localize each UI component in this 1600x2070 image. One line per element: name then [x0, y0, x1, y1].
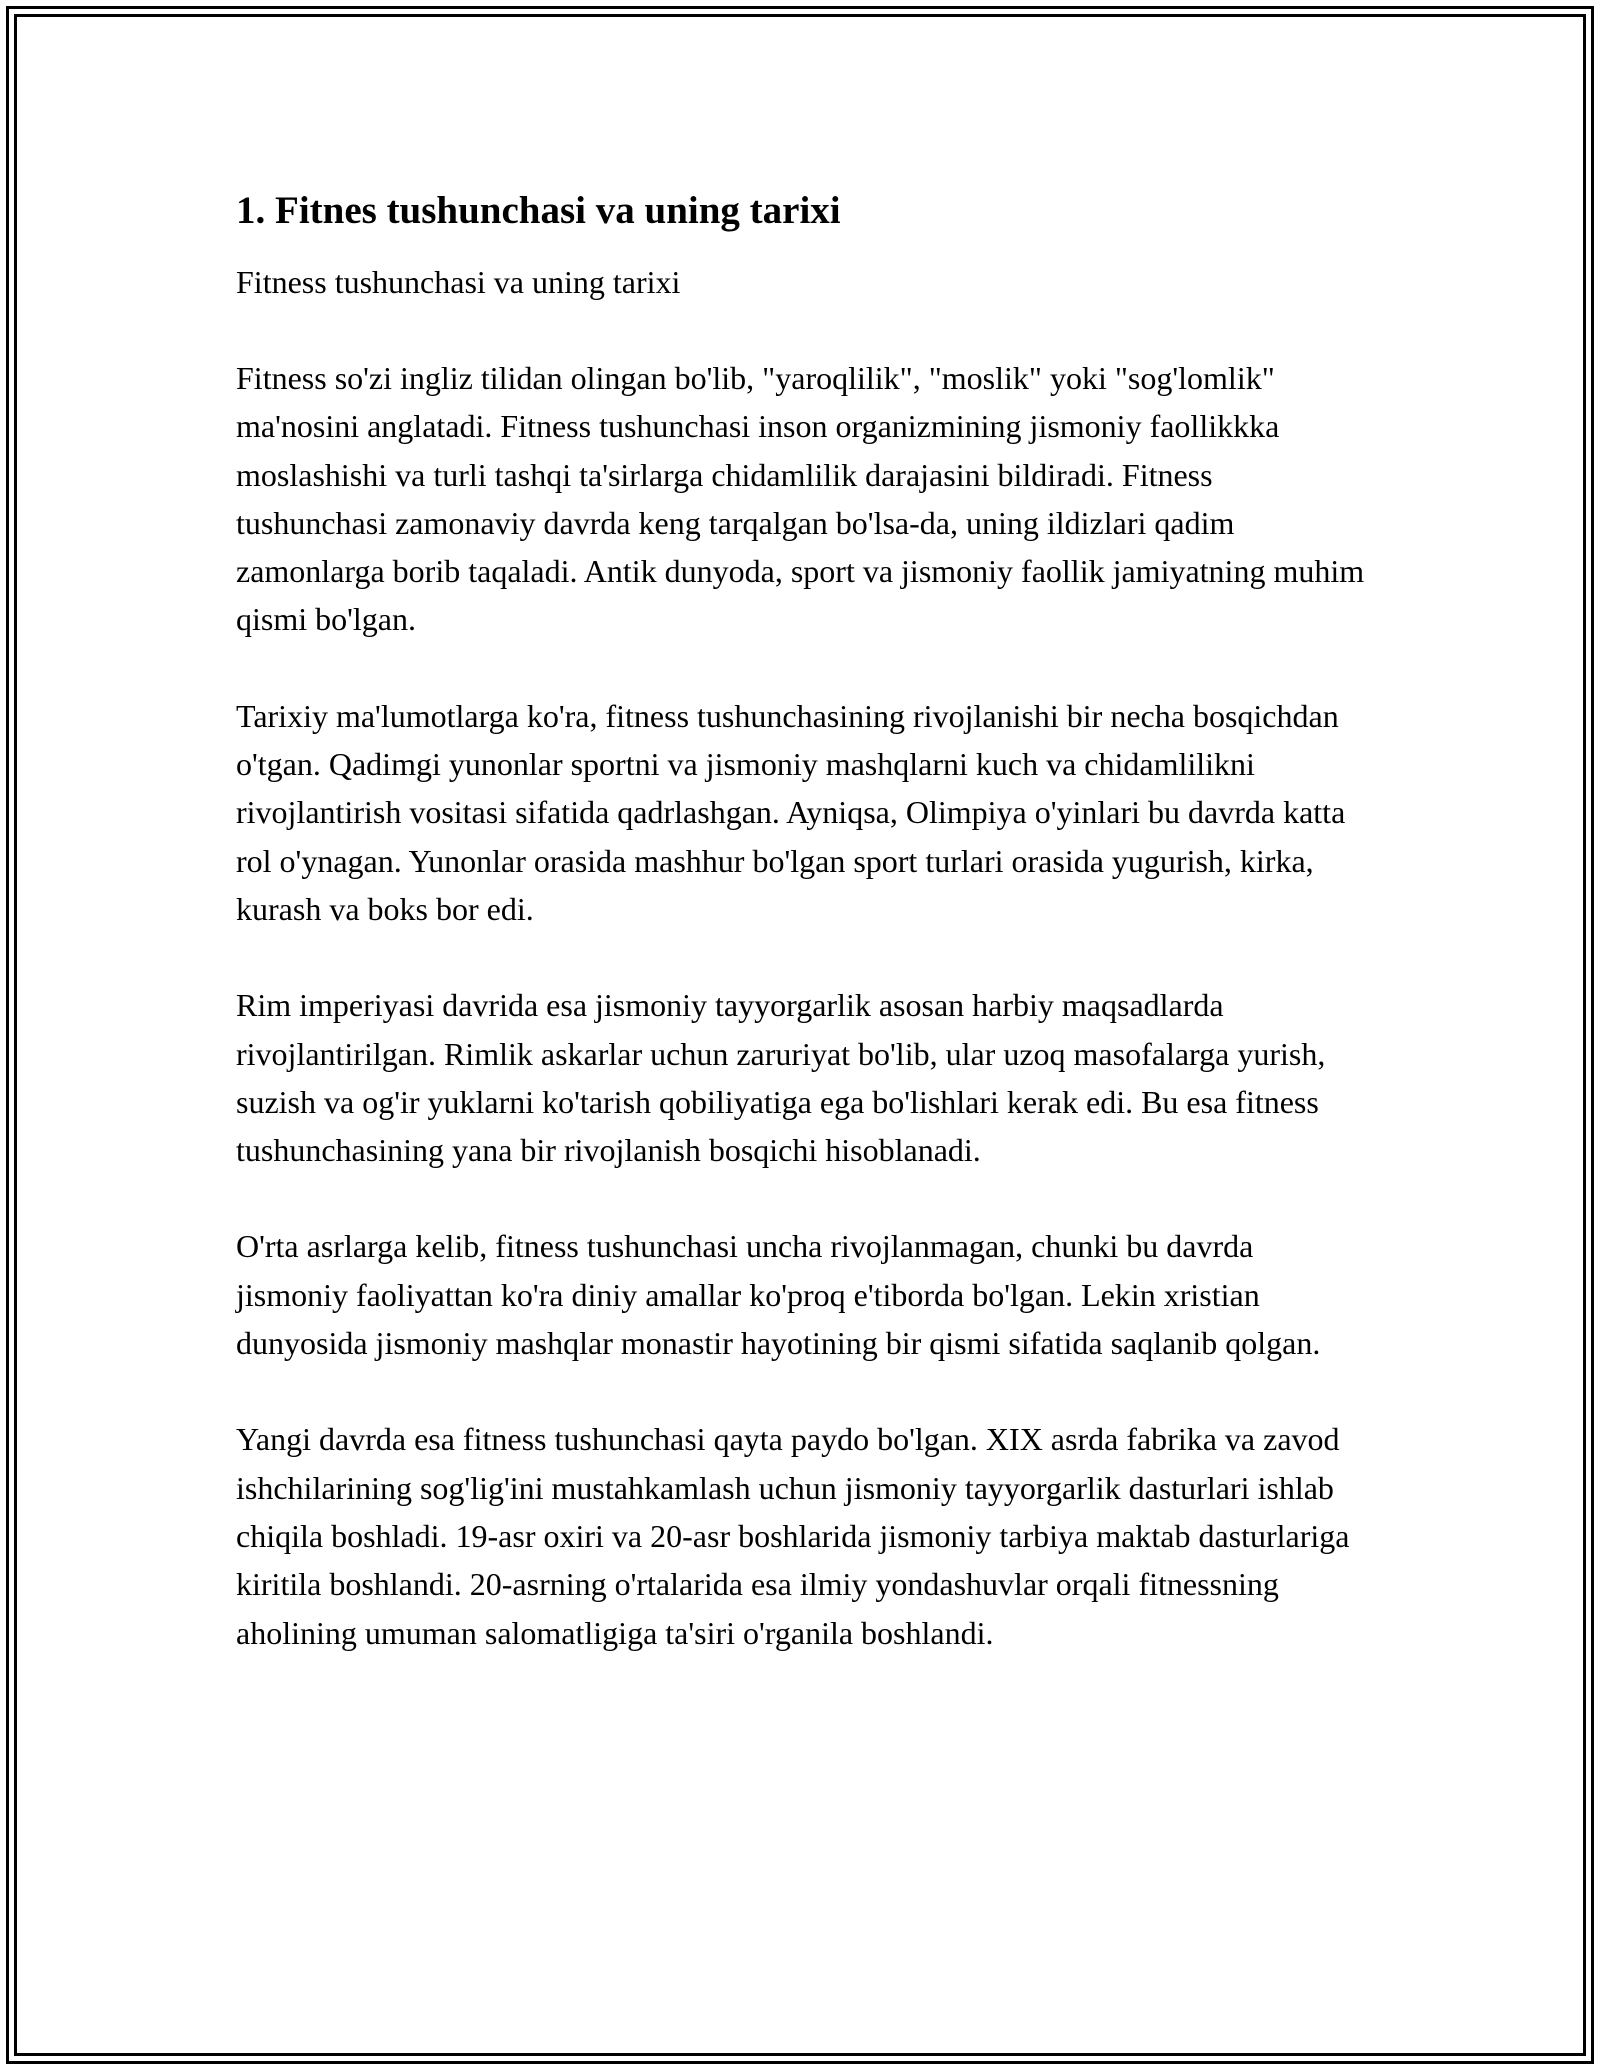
section-subtitle: Fitness tushunchasi va uning tarixi — [236, 264, 681, 300]
document-body — [236, 186, 1366, 1705]
paragraph-fitness-definition: Fitness so'zi ingliz tilidan olingan bo'lib, "yaroqlilik", "moslik" yoki "sog'lomlik" ma'nosini anglatadi. Fitness tushunchasi inson organizmining jismoniy faollikkka moslashishi va turli tashqi ta'sirlarga chidamlilik darajasini bildiradi. Fitness tushunchasi zamonaviy davrda keng tarqalgan bo'lsa-da, uning ildizlari qadim zamonlarga borib taqaladi. Antik dunyoda, sport va jismoniy faollik jamiyatning muhim qismi bo'lgan. — [236, 360, 1365, 638]
paragraph-roman-empire: Rim imperiyasi davrida esa jismoniy tayyorgarlik asosan harbiy maqsadlarda rivojlantirilgan. Rimlik askarlar uchun zaruriyat bo'lib, ular uzoq masofalarga yurish, suzish va og'ir yuklarni ko'tarish qobiliyatiga ega bo'lishlari kerak edi. Bu esa fitness tushunchasining yana bir rivojlanish bosqichi hisoblanadi. — [236, 987, 1326, 1169]
paragraph-middle-ages: O'rta asrlarga kelib, fitness tushunchasi uncha rivojlanmagan, chunki bu davrda jismoniy faoliyattan ko'ra diniy amallar ko'proq e'tiborda bo'lgan. Lekin xristian dunyosida jismoniy mashqlar monastir hayotining bir qismi sifatida saqlanib qolgan. — [236, 1228, 1321, 1362]
paragraph-ancient-greece: Tarixiy ma'lumotlarga ko'ra, fitness tushunchasining rivojlanishi bir necha bosqichdan o'tgan. Qadimgi yunonlar sportni va jismoniy mashqlarni kuch va chidamlilikni rivojlantirish vositasi sifatida qadrlashgan. Ayniqsa, Olimpiya o'yinlari bu davrda katta rol o'ynagan. Yunonlar orasida mashhur bo'lgan sport turlari orasida yugurish, kirka, kurash va boks bor edi. — [236, 697, 1346, 927]
section-title: 1. Fitnes tushunchasi va uning tarixi — [236, 189, 841, 232]
paragraph-modern-era: Yangi davrda esa fitness tushunchasi qayta paydo bo'lgan. XIX asrda fabrika va zavod ishchilarining sog'lig'ini mustahkamlash uchun jismoniy tayyorgarlik dasturlari ishlab chiqila boshladi. 19-asr oxiri va 20-asr boshlarida jismoniy tarbiya maktab dasturlariga kiritila boshlandi. 20-asrning o'rtalarida esa ilmiy yondashuvlar orqali fitnessning aholining umuman salomatligiga ta'siri o'rganila boshlandi. — [236, 1421, 1350, 1651]
